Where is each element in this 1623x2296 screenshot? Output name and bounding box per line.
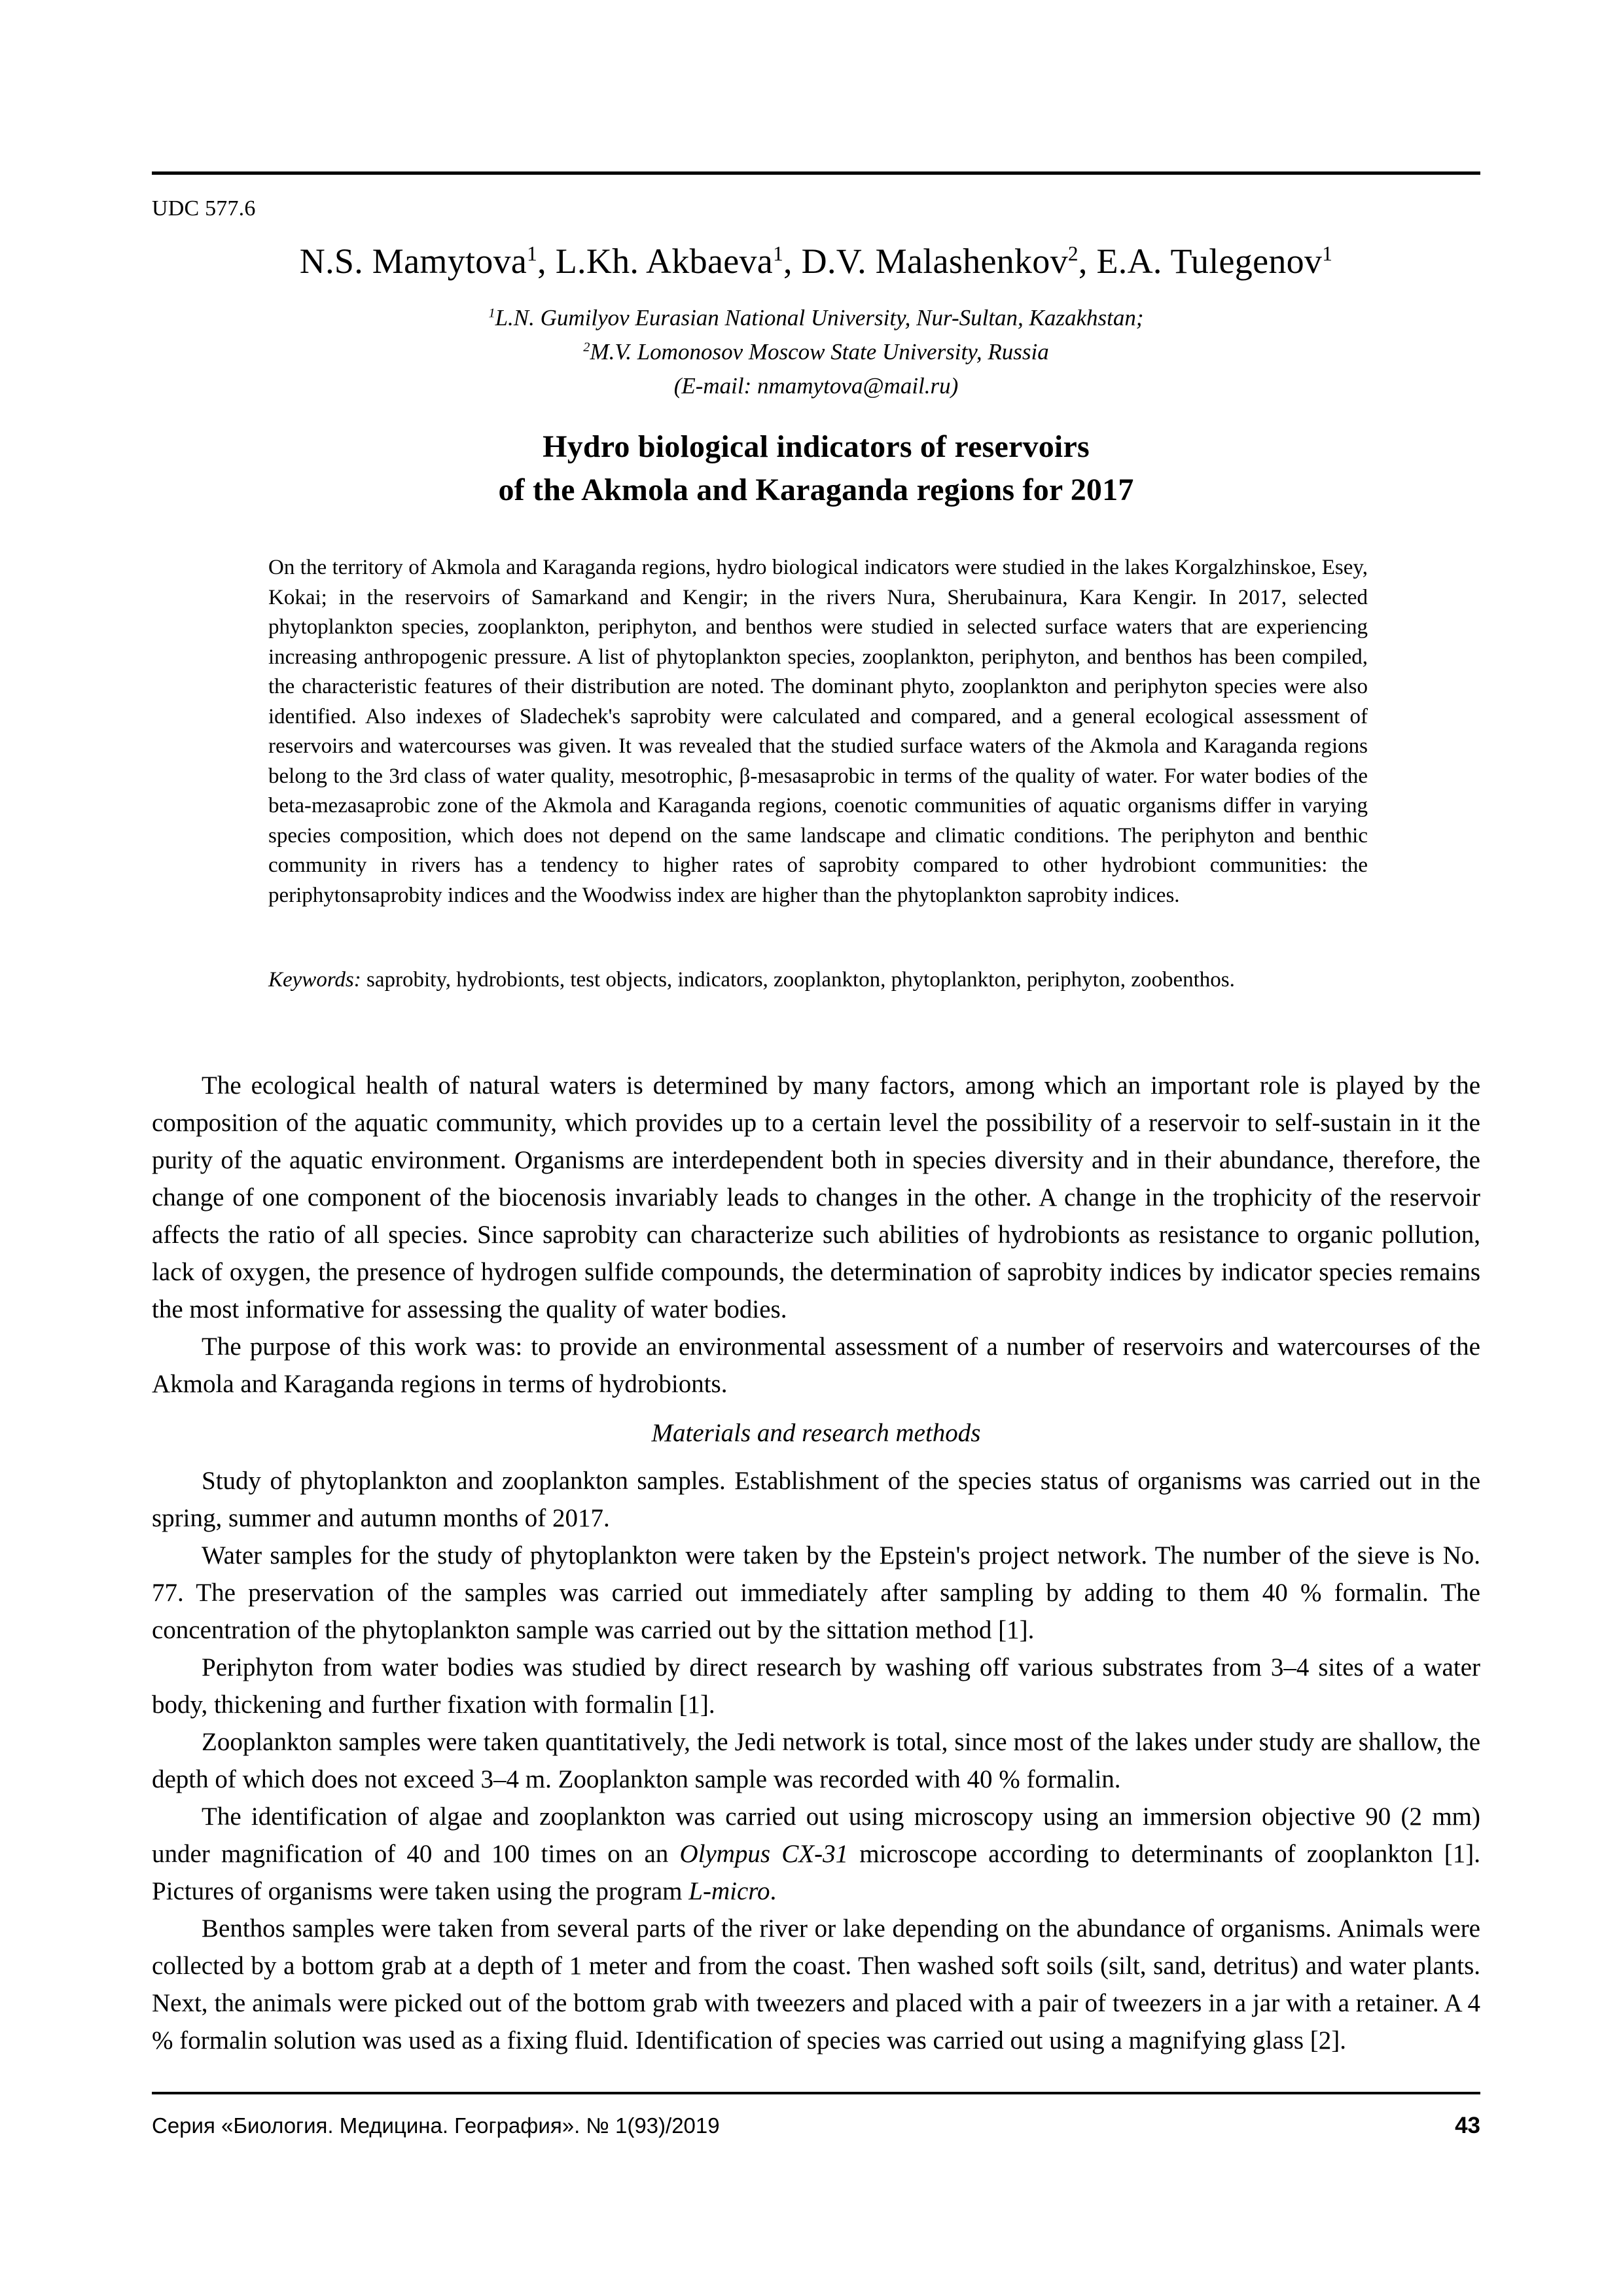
affiliation-marker: 2: [583, 340, 590, 355]
author-affiliation-marker: 1: [773, 242, 784, 265]
page-title: [152, 425, 1480, 512]
affiliation-line: [152, 335, 1480, 369]
body-paragraph: Study of phytoplankton and zooplankton samples. Establishment of the species status of organisms was carried out in the spring, summer and autumn months of 2017.: [152, 1467, 1480, 1532]
title-line-2: of the Akmola and Karaganda regions for 2017: [498, 473, 1134, 507]
affiliation-marker: 1: [488, 306, 495, 321]
author-name: L.Kh. Akbaeva: [555, 242, 774, 281]
microscope-model: Olympus CX-31: [679, 1840, 849, 1868]
affiliation-line: [152, 301, 1480, 335]
affiliation-block: [152, 301, 1480, 403]
body-paragraph: The purpose of this work was: to provide an environmental assessment of a number of reservoirs and watercourses of the Akmola and Karaganda regions in terms of hydrobionts.: [152, 1333, 1480, 1398]
author-affiliation-marker: 2: [1067, 242, 1079, 265]
abstract-text: On the territory of Akmola and Karaganda regions, hydro biological indicators were studied in the lakes Korgalzhinskoe, Esey, Kokai; in the reservoirs of Samarkand and Kengir; in the rivers Nura, Sherubainura, Kara Kengir. In 2017, selected phytoplankton species, zooplankton, periphyton, and benthos were studied in selected surface waters that are experiencing increasing anthropogenic pressure. A list of phytoplankton species, zooplankton, periphyton, and benthos has been compiled, the characteristic features of their distribution are noted. The dominant phyto, zooplankton and periphyton species were also identified. Also indexes of Sladechek's saprobity were calculated and compared, and a general ecological assessment of reservoirs and watercourses was given. It was revealed that the studied surface waters of the Akmola and Karaganda regions belong to the 3rd class of water quality, mesotrophic, β-mesasaprobic in terms of the quality of water. For water bodies of the beta-mezasaprobic zone of the Akmola and Karaganda regions, coenotic communities of aquatic organisms differ in varying species composition, which does not depend on the same landscape and climatic conditions. The periphyton and benthic community in rivers has a tendency to higher rates of saprobity compared to other hydrobiont communities: the periphytonsaprobity indices and the Woodwiss index are higher than the phytoplankton saprobity indices.: [268, 556, 1368, 907]
title-line-1: Hydro biological indicators of reservoirs: [543, 429, 1090, 464]
footer-series: Серия «Биология. Медицина. География». № 1(93)/2019: [152, 2113, 720, 2138]
author-name: D.V. Malashenkov: [801, 242, 1068, 281]
author-name: E.A. Tulegenov: [1096, 242, 1323, 281]
paragraph-segment: microscope according to determinants of zooplankton [1]. Pictures of organisms were taken using the program: [152, 1840, 1480, 1905]
contact-email: (E-mail: nmamytova@mail.ru): [673, 373, 959, 399]
paragraph-segment: .: [770, 1877, 777, 1905]
author-name: N.S. Mamytova: [299, 242, 527, 281]
author-affiliation-marker: 1: [527, 242, 538, 265]
keywords-text: saprobity, hydrobionts, test objects, indicators, zooplankton, phytoplankton, periphyton, zoobenthos.: [366, 968, 1235, 992]
body-paragraph: Zooplankton samples were taken quantitatively, the Jedi network is total, since most of the lakes under study are shallow, the depth of which does not exceed 3–4 m. Zooplankton sample was recorded with 40 % formalin.: [152, 1728, 1480, 1793]
body-paragraph: The ecological health of natural waters is determined by many factors, among which an important role is played by the composition of the aquatic community, which provides up to a certain level the possibility of a reservoir to self-sustain in it the purity of the aquatic environment. Organisms are interdependent both in species diversity and in their abundance, therefore, the change of one component of the biocenosis invariably leads to changes in the other. A change in the trophicity of the reservoir affects the ratio of all species. Since saprobity can characterize such abilities of hydrobionts as resistance to organic pollution, lack of oxygen, the presence of hydrogen sulfide compounds, the determination of saprobity indices by indicator species remains the most informative for assessing the quality of water bodies.: [152, 1071, 1480, 1323]
keywords-label: Keywords:: [268, 968, 361, 992]
page-number: 43: [1455, 2113, 1480, 2138]
header-rule: [152, 171, 1480, 175]
affiliation-text: L.N. Gumilyov Eurasian National University, Nur-Sultan, Kazakhstan;: [495, 305, 1144, 331]
udc-code: UDC 577.6: [152, 196, 256, 221]
footer-rule: [152, 2092, 1480, 2094]
page-footer: [152, 2113, 1480, 2139]
keywords-block: [268, 965, 1368, 996]
affiliation-text: M.V. Lomonosov Moscow State University, Russia: [590, 339, 1049, 365]
section-heading: Materials and research methods: [651, 1419, 981, 1447]
body-paragraph: Periphyton from water bodies was studied by direct research by washing off various substrates from 3–4 sites of a water body, thickening and further fixation with formalin [1].: [152, 1653, 1480, 1719]
body-paragraph: Benthos samples were taken from several parts of the river or lake depending on the abundance of organisms. Animals were collected by a bottom grab at a depth of 1 meter and from the coast. Then washed soft soils (silt, sand, detritus) and water plants. Next, the animals were picked out of the bottom grab with tweezers and placed with a pair of tweezers in a jar with a retainer. A 4 % formalin solution was used as a fixing fluid. Identification of species was carried out using a magnifying glass [2].: [152, 1914, 1480, 2054]
body-paragraph: Water samples for the study of phytoplankton were taken by the Epstein's project network. The number of the sieve is No. 77. The preservation of the samples was carried out immediately after sampling by adding to them 40 % formalin. The concentration of the phytoplankton sample was carried out by the sittation method [1].: [152, 1541, 1480, 1644]
author-list: N.S. Mamytova$^1$, L.Kh. Akbaeva$^1$, D.V. Malashenkov$^2$, E.A. Tulegenov$^1$: [299, 242, 1333, 281]
paragraph-segment: The identification of algae and zooplankton was carried out using microscopy using an immersion objective 90 (2 mm) under magnification of 40 and 100 times on an: [152, 1803, 1480, 1868]
author-affiliation-marker: 1: [1322, 242, 1333, 265]
body-content: [152, 1067, 1480, 2059]
body-paragraph-microscope: [152, 1798, 1480, 1910]
software-name: L-micro: [688, 1877, 770, 1905]
